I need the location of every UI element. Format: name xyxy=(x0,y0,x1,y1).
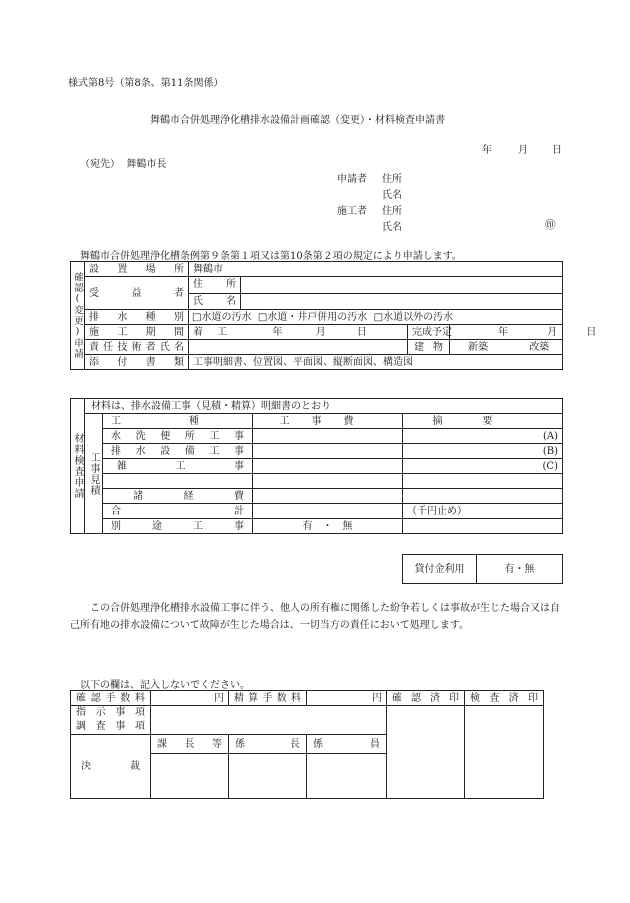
completion-year: 年 xyxy=(498,326,508,338)
completion-day: 日 xyxy=(586,326,597,338)
addressee xyxy=(80,155,166,170)
applicant-label: 申請者 xyxy=(337,174,367,185)
row-misc-remark: (C) xyxy=(403,459,563,474)
date-day: 日 xyxy=(552,145,562,156)
location-value[interactable]: 舞鶴市 xyxy=(189,262,563,277)
material-table xyxy=(70,398,563,534)
date-month: 月 xyxy=(518,145,528,156)
start-year: 年 xyxy=(272,326,283,338)
row-drainage-cost[interactable] xyxy=(253,444,403,459)
fee-label: 確認手数料 xyxy=(71,691,151,706)
settle-fee-field[interactable]: 円 xyxy=(307,691,387,706)
drainage-option-other[interactable]: □水道以外の汚水 xyxy=(373,311,454,323)
building-options xyxy=(450,340,563,355)
estimate-side-label: 工事見積 xyxy=(85,414,103,534)
chief-label: 課長等 xyxy=(151,735,229,754)
section-chief-stamp-area[interactable] xyxy=(229,754,307,799)
decision-label: 決裁 xyxy=(71,735,151,799)
contractor-address-label: 住所 xyxy=(382,206,402,217)
pledge-text: この合併処理浄化槽排水設備工事に伴う、他人の所有権に関係した紛争若しくは事故が生じた場合又は自己所有地の排水設備について故障が生じた場合は、一切当方の責任において処理します。 xyxy=(70,603,560,631)
staff-stamp-area[interactable] xyxy=(307,754,387,799)
form-number: 様式第8号（第8条、第11条関係） xyxy=(68,78,224,89)
office-notice: 以下の欄は、記入しないでください。 xyxy=(80,680,250,691)
confirm-stamp-area[interactable] xyxy=(387,706,465,799)
completion-month: 月 xyxy=(547,326,558,338)
row-overhead-remark xyxy=(403,489,563,504)
separate-work-remark xyxy=(403,519,563,534)
row-toilet-label: 水洗便所工事 xyxy=(103,429,253,444)
beneficiary-address-label: 住所 xyxy=(189,277,241,294)
start-day: 日 xyxy=(356,326,367,338)
drainage-option-water-well[interactable]: □水道・井戸併用の汚水 xyxy=(257,311,368,323)
building-renovation-option[interactable]: 改築 xyxy=(529,341,550,353)
completion-date-field[interactable] xyxy=(450,325,597,340)
inspect-stamp-label: 検査済印 xyxy=(465,691,544,706)
beneficiary-address-field[interactable] xyxy=(241,277,563,294)
row-toilet-cost[interactable] xyxy=(253,429,403,444)
instruction-field[interactable] xyxy=(151,706,387,735)
confirm-stamp-label: 確認済印 xyxy=(387,691,465,706)
addressee-label: （宛先） xyxy=(80,159,120,170)
date-year: 年 xyxy=(482,145,492,156)
header-type xyxy=(103,414,253,429)
total-label: 合計 xyxy=(103,504,253,519)
applicant-address-label: 住所 xyxy=(382,174,402,185)
material-note: 材料は、排水設備工事（見積・精算）明細書のとおり xyxy=(85,399,563,414)
confirmation-table xyxy=(70,261,597,370)
beneficiary-name-field[interactable] xyxy=(241,293,563,310)
start-label: 着工 xyxy=(189,325,241,340)
intro-text: 舞鶴市合併処理浄化槽条例第９条第１項又は第10条第２項の規定により申請します。 xyxy=(80,251,462,262)
seal-mark: ㊞ xyxy=(545,219,556,231)
instruction-label: 指示事項 xyxy=(76,707,145,718)
row-drainage-label: 排水設備工事 xyxy=(103,444,253,459)
drainage-label: 排水種別 xyxy=(85,310,189,325)
loan-value[interactable]: 有・無 xyxy=(477,555,563,584)
settle-fee-label: 精算手数料 xyxy=(229,691,307,706)
contractor-name-label: 氏名 xyxy=(382,222,402,233)
staff-label: 係員 xyxy=(307,735,387,754)
total-cost[interactable] xyxy=(253,504,403,519)
row-overhead-label: 諸経費 xyxy=(103,489,253,504)
engineer-label: 責任技術者氏名 xyxy=(85,340,189,355)
instruction-survey-label xyxy=(71,706,151,735)
separate-work-label: 別途工事 xyxy=(103,519,253,534)
fee-field[interactable]: 円 xyxy=(151,691,229,706)
row-blank-cost[interactable] xyxy=(253,474,403,489)
chief-stamp-area[interactable] xyxy=(151,754,229,799)
drainage-options xyxy=(189,310,563,325)
beneficiary-label: 受益者 xyxy=(85,277,189,310)
row-misc-cost[interactable] xyxy=(253,459,403,474)
start-date-field[interactable] xyxy=(241,325,408,340)
loan-label: 貸付金利用 xyxy=(403,555,477,584)
loan-box xyxy=(402,554,563,584)
material-side-label: 材料検査申請 xyxy=(71,399,85,534)
header-cost: 工事費 xyxy=(253,414,403,429)
header-remarks: 摘要 xyxy=(403,414,563,429)
completion-label: 完成予定 xyxy=(408,325,450,340)
row-blank-remark xyxy=(403,474,563,489)
separate-work-value[interactable]: 有 ・ 無 xyxy=(253,519,403,534)
building-new-option[interactable]: 新築 xyxy=(468,341,488,353)
location-label: 設置場所 xyxy=(85,262,189,277)
start-month: 月 xyxy=(315,326,326,338)
header-type-text: 工種 xyxy=(111,415,244,427)
attachments-value: 工事明細書、位置図、平面図、縦断面図、構造図 xyxy=(189,355,563,370)
form-title: 舞鶴市合併処理浄化槽排水設備計画確認（変更）・材料検査申請書 xyxy=(150,115,445,126)
row-blank-label xyxy=(103,474,253,489)
addressee-name: 舞鶴市長 xyxy=(126,159,167,170)
drainage-option-water[interactable]: □水道の汚水 xyxy=(192,311,252,323)
applicant-name-label: 氏名 xyxy=(382,190,402,201)
survey-label: 調査事項 xyxy=(76,721,145,732)
row-drainage-remark: (B) xyxy=(403,444,563,459)
attachments-label: 添付書類 xyxy=(85,355,189,370)
confirm-side-label: 確認(変更)申請 xyxy=(71,262,85,370)
row-misc-label: 雑工事 xyxy=(103,459,253,474)
inspect-stamp-area[interactable] xyxy=(465,706,544,799)
total-note: （千円止め） xyxy=(403,504,563,519)
building-label: 建物 xyxy=(408,340,450,355)
engineer-field[interactable] xyxy=(189,340,408,355)
contractor-label: 施工者 xyxy=(337,206,367,217)
office-table xyxy=(70,690,544,799)
beneficiary-name-label: 氏名 xyxy=(189,293,241,310)
period-label: 施工期間 xyxy=(85,325,189,340)
row-toilet-remark: (A) xyxy=(403,429,563,444)
section-chief-label: 係長 xyxy=(229,735,307,754)
row-overhead-cost[interactable] xyxy=(253,489,403,504)
